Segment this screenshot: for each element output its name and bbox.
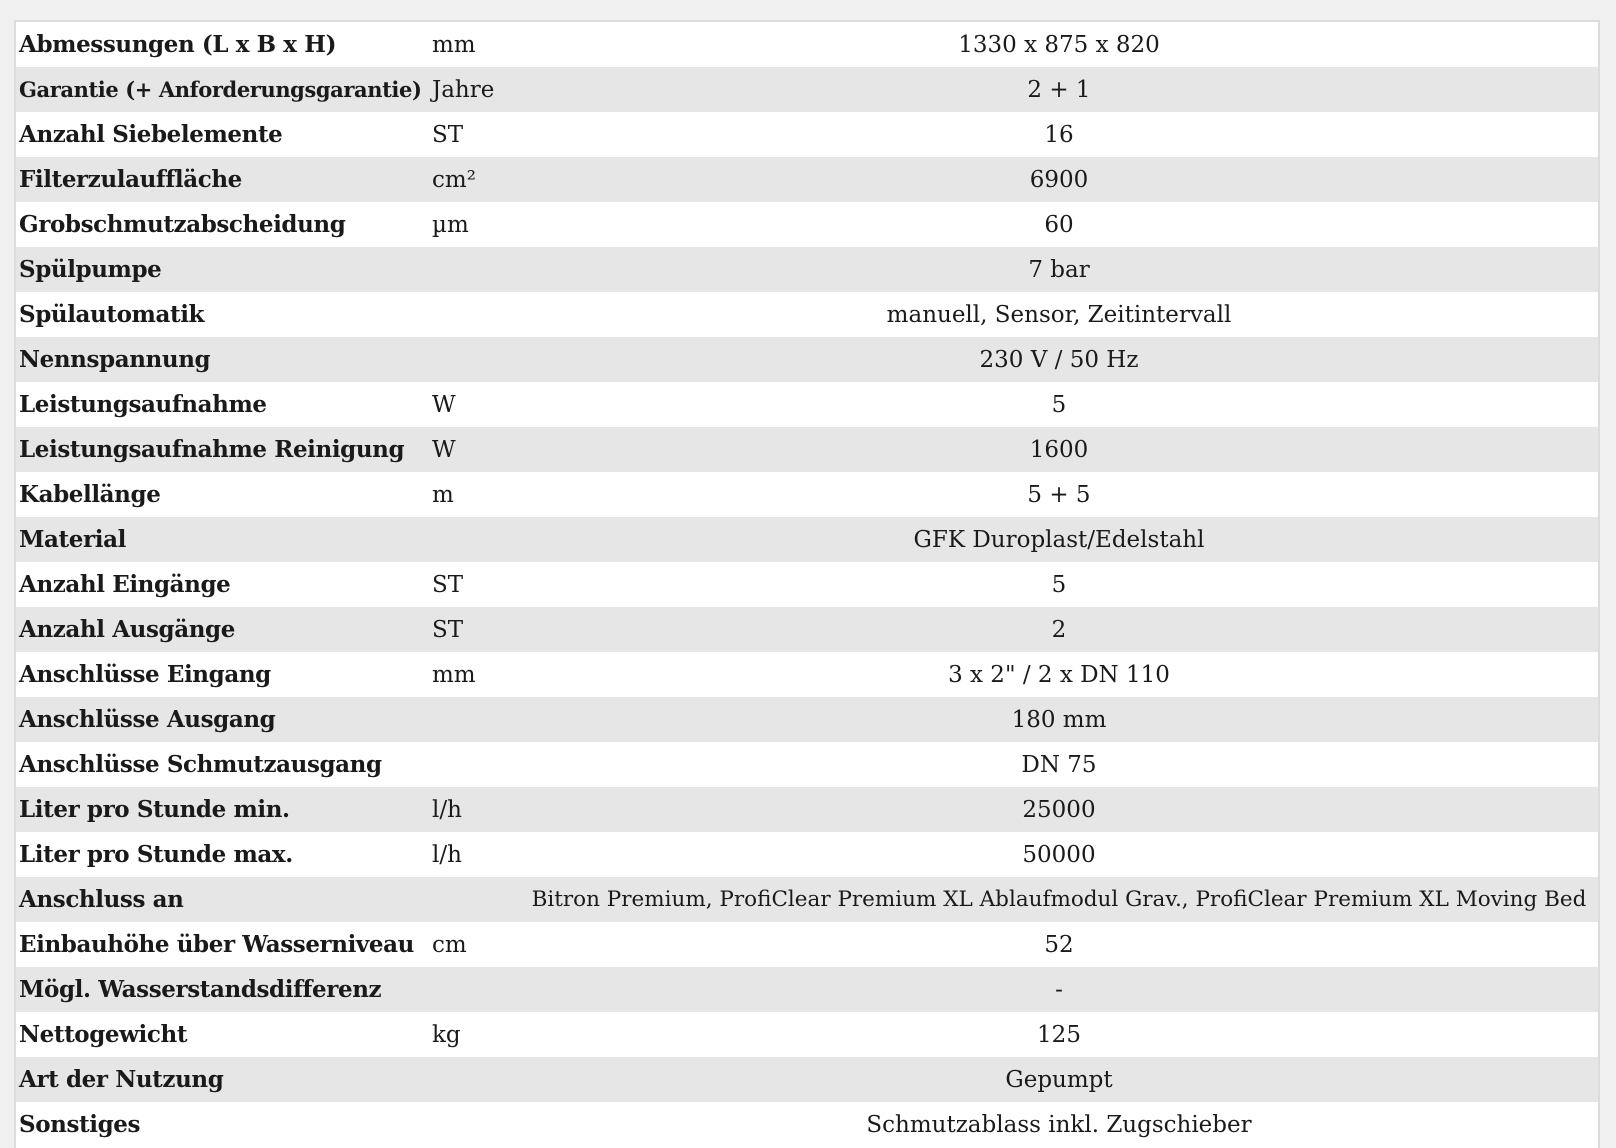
table-row xyxy=(16,472,1598,517)
spec-value: 5 + 5 xyxy=(520,472,1598,517)
table-row xyxy=(16,562,1598,607)
spec-value: 60 xyxy=(520,202,1598,247)
spec-value: 50000 xyxy=(520,832,1598,877)
spec-unit: l/h xyxy=(430,787,520,832)
spec-value: 6900 xyxy=(520,157,1598,202)
spec-unit: mm xyxy=(430,22,520,67)
spec-unit: m xyxy=(430,472,520,517)
table-row xyxy=(16,517,1598,562)
table-row xyxy=(16,337,1598,382)
spec-value: Bitron Premium, ProfiClear Premium XL Ablaufmodul Grav., ProfiClear Premium XL Moving Bed xyxy=(520,877,1598,922)
spec-unit: ST xyxy=(430,562,520,607)
spec-label: Leistungsaufnahme xyxy=(16,382,430,427)
spec-value: 230 V / 50 Hz xyxy=(520,337,1598,382)
spec-table-body xyxy=(16,22,1598,1147)
spec-label: Anschlüsse Eingang xyxy=(16,652,430,697)
spec-unit xyxy=(430,337,520,382)
table-row xyxy=(16,877,1598,922)
spec-value: 125 xyxy=(520,1012,1598,1057)
spec-label: Abmessungen (L x B x H) xyxy=(16,22,430,67)
spec-unit xyxy=(430,967,520,1012)
table-row xyxy=(16,1102,1598,1147)
spec-unit xyxy=(430,742,520,787)
table-row xyxy=(16,247,1598,292)
spec-label: Garantie (+ Anforderungsgarantie) xyxy=(16,67,430,112)
spec-unit: mm xyxy=(430,652,520,697)
spec-label: Anzahl Siebelemente xyxy=(16,112,430,157)
spec-unit xyxy=(430,517,520,562)
spec-label: Anzahl Eingänge xyxy=(16,562,430,607)
spec-label: Art der Nutzung xyxy=(16,1057,430,1102)
table-row xyxy=(16,742,1598,787)
spec-label: Mögl. Wasserstandsdifferenz xyxy=(16,967,430,1012)
spec-label: Liter pro Stunde max. xyxy=(16,832,430,877)
spec-unit: cm xyxy=(430,922,520,967)
spec-label: Spülautomatik xyxy=(16,292,430,337)
table-row xyxy=(16,157,1598,202)
spec-unit xyxy=(430,1102,520,1147)
spec-value: GFK Duroplast/Edelstahl xyxy=(520,517,1598,562)
spec-value: Gepumpt xyxy=(520,1057,1598,1102)
spec-value: 16 xyxy=(520,112,1598,157)
table-row xyxy=(16,652,1598,697)
spec-value: - xyxy=(520,967,1598,1012)
spec-label: Grobschmutzabscheidung xyxy=(16,202,430,247)
table-row xyxy=(16,292,1598,337)
table-row xyxy=(16,67,1598,112)
spec-unit xyxy=(430,1057,520,1102)
spec-label: Material xyxy=(16,517,430,562)
spec-label: Filterzulauffläche xyxy=(16,157,430,202)
spec-value: 2 xyxy=(520,607,1598,652)
spec-value: 3 x 2" / 2 x DN 110 xyxy=(520,652,1598,697)
spec-label: Spülpumpe xyxy=(16,247,430,292)
spec-value: 7 bar xyxy=(520,247,1598,292)
spec-unit: ST xyxy=(430,607,520,652)
spec-value: DN 75 xyxy=(520,742,1598,787)
spec-unit: W xyxy=(430,427,520,472)
table-row xyxy=(16,202,1598,247)
spec-unit: µm xyxy=(430,202,520,247)
spec-label: Anschluss an xyxy=(16,877,430,922)
spec-unit xyxy=(430,292,520,337)
spec-label: Leistungsaufnahme Reinigung xyxy=(16,427,430,472)
table-row xyxy=(16,967,1598,1012)
table-row xyxy=(16,787,1598,832)
spec-value: 25000 xyxy=(520,787,1598,832)
spec-unit xyxy=(430,697,520,742)
spec-unit: l/h xyxy=(430,832,520,877)
spec-value: 5 xyxy=(520,382,1598,427)
spec-label: Kabellänge xyxy=(16,472,430,517)
spec-value: 1330 x 875 x 820 xyxy=(520,22,1598,67)
spec-label: Anzahl Ausgänge xyxy=(16,607,430,652)
spec-value: manuell, Sensor, Zeitintervall xyxy=(520,292,1598,337)
spec-value: Schmutzablass inkl. Zugschieber xyxy=(520,1102,1598,1147)
spec-unit: ST xyxy=(430,112,520,157)
spec-label: Nettogewicht xyxy=(16,1012,430,1057)
spec-table-container xyxy=(14,20,1600,1148)
table-row xyxy=(16,22,1598,67)
spec-unit xyxy=(430,247,520,292)
spec-unit: cm² xyxy=(430,157,520,202)
spec-value: 2 + 1 xyxy=(520,67,1598,112)
spec-label: Anschlüsse Schmutzausgang xyxy=(16,742,430,787)
spec-unit: kg xyxy=(430,1012,520,1057)
table-row xyxy=(16,832,1598,877)
table-row xyxy=(16,112,1598,157)
table-row xyxy=(16,922,1598,967)
spec-unit: Jahre xyxy=(430,67,520,112)
table-row xyxy=(16,382,1598,427)
spec-value: 1600 xyxy=(520,427,1598,472)
table-row xyxy=(16,1057,1598,1102)
table-row xyxy=(16,697,1598,742)
spec-label: Einbauhöhe über Wasserniveau xyxy=(16,922,430,967)
table-row xyxy=(16,427,1598,472)
spec-unit: W xyxy=(430,382,520,427)
table-row xyxy=(16,1012,1598,1057)
spec-label: Anschlüsse Ausgang xyxy=(16,697,430,742)
spec-value: 52 xyxy=(520,922,1598,967)
spec-value: 5 xyxy=(520,562,1598,607)
spec-label: Nennspannung xyxy=(16,337,430,382)
spec-value: 180 mm xyxy=(520,697,1598,742)
spec-unit xyxy=(430,877,520,922)
spec-label: Sonstiges xyxy=(16,1102,430,1147)
spec-table xyxy=(16,22,1598,1147)
table-row xyxy=(16,607,1598,652)
spec-label: Liter pro Stunde min. xyxy=(16,787,430,832)
